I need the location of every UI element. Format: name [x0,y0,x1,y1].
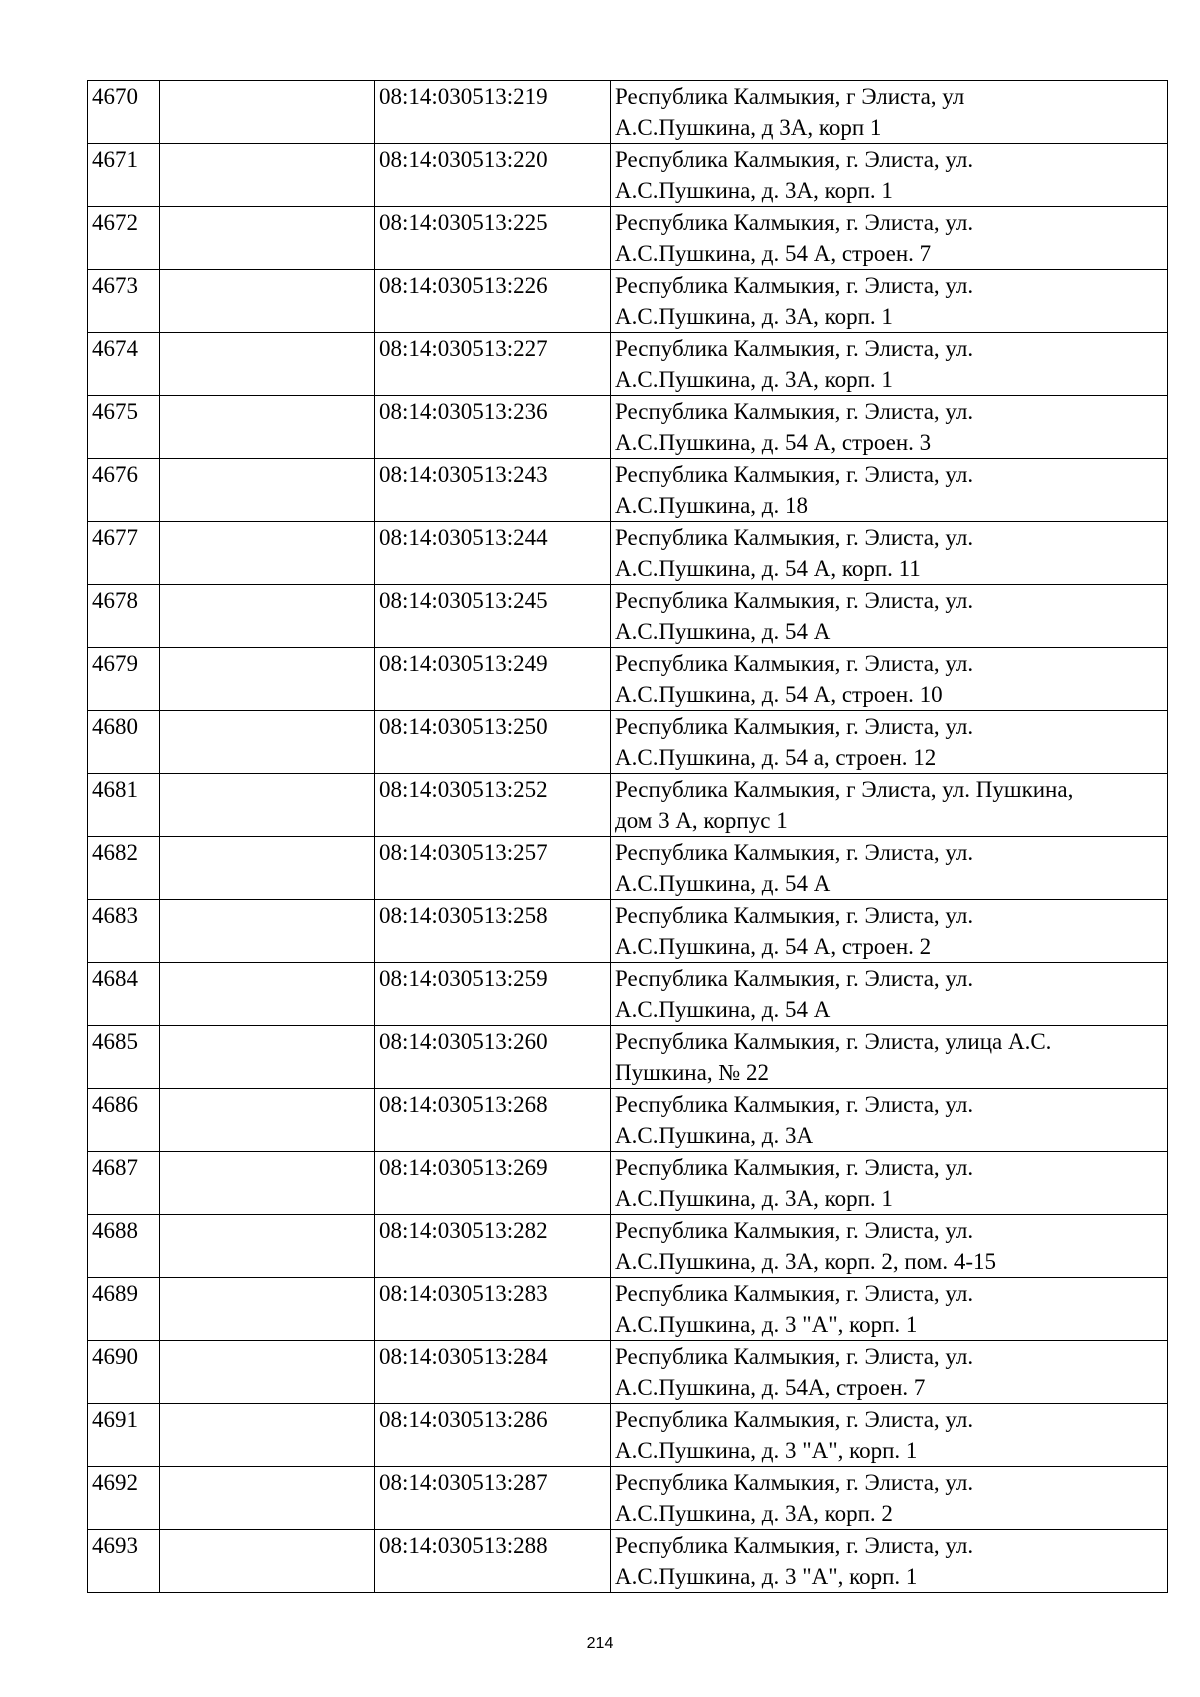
row-number-cell: 4682 [88,837,160,900]
address-cell [611,1026,1168,1089]
address-line: Республика Калмыкия, г. Элиста, ул. [615,147,974,172]
address-line: А.С.Пушкина, д. 54 А, строен. 2 [615,934,932,959]
row-number-cell: 4673 [88,270,160,333]
cadastral-number-cell: 08:14:030513:286 [375,1404,611,1467]
address-line: Республика Калмыкия, г. Элиста, ул. [615,336,974,361]
address-cell [611,774,1168,837]
empty-cell [160,1530,375,1593]
empty-cell [160,648,375,711]
address-line: Республика Калмыкия, г. Элиста, ул. [615,1470,974,1495]
cadastral-number-cell: 08:14:030513:225 [375,207,611,270]
address-line: Республика Калмыкия, г. Элиста, ул. [615,1533,974,1558]
cadastral-number-cell: 08:14:030513:244 [375,522,611,585]
address-line: Республика Калмыкия, г. Элиста, ул. [615,903,974,928]
address-line: А.С.Пушкина, д. 54 А [615,997,831,1022]
table-row [88,1404,1168,1467]
cadastral-number-cell: 08:14:030513:288 [375,1530,611,1593]
property-table [87,80,1168,1593]
table-row [88,396,1168,459]
empty-cell [160,585,375,648]
address-cell [611,396,1168,459]
address-cell [611,1215,1168,1278]
row-number-cell: 4691 [88,1404,160,1467]
page-number: 214 [586,1635,614,1652]
address-line: Республика Калмыкия, г. Элиста, ул. [615,651,974,676]
cadastral-number-cell: 08:14:030513:227 [375,333,611,396]
row-number-cell: 4690 [88,1341,160,1404]
address-cell [611,270,1168,333]
empty-cell [160,1404,375,1467]
address-line: А.С.Пушкина, д. 54 А, строен. 3 [615,430,932,455]
row-number-cell: 4672 [88,207,160,270]
row-number-cell: 4680 [88,711,160,774]
cadastral-number-cell: 08:14:030513:249 [375,648,611,711]
cadastral-number-cell: 08:14:030513:245 [375,585,611,648]
address-cell [611,144,1168,207]
address-line: А.С.Пушкина, д. 54 а, строен. 12 [615,745,937,770]
row-number-cell: 4675 [88,396,160,459]
address-line: Республика Калмыкия, г. Элиста, ул. [615,1218,974,1243]
table-row [88,1152,1168,1215]
cadastral-number-cell: 08:14:030513:220 [375,144,611,207]
row-number-cell: 4688 [88,1215,160,1278]
address-line: А.С.Пушкина, д. 3А [615,1123,814,1148]
table-row [88,1530,1168,1593]
address-line: Республика Калмыкия, г. Элиста, ул. [615,210,974,235]
address-cell [611,81,1168,144]
address-line: Республика Калмыкия, г. Элиста, ул. [615,1344,974,1369]
table-row [88,963,1168,1026]
table-row [88,900,1168,963]
address-line: А.С.Пушкина, д. 54 А, корп. 11 [615,556,921,581]
empty-cell [160,1215,375,1278]
empty-cell [160,1341,375,1404]
table-row [88,522,1168,585]
table-row [88,1089,1168,1152]
table-row [88,1341,1168,1404]
table-row [88,648,1168,711]
address-line: Республика Калмыкия, г. Элиста, ул. [615,714,974,739]
empty-cell [160,144,375,207]
address-line: дом 3 А, корпус 1 [615,808,788,833]
table-row [88,270,1168,333]
address-line: А.С.Пушкина, д. 54 А, строен. 10 [615,682,943,707]
address-line: А.С.Пушкина, д. 54А, строен. 7 [615,1375,926,1400]
table-body [88,81,1168,1593]
address-cell [611,711,1168,774]
cadastral-number-cell: 08:14:030513:226 [375,270,611,333]
address-line: А.С.Пушкина, д. 54 А [615,871,831,896]
row-number-cell: 4671 [88,144,160,207]
address-cell [611,522,1168,585]
row-number-cell: 4670 [88,81,160,144]
row-number-cell: 4687 [88,1152,160,1215]
empty-cell [160,1089,375,1152]
row-number-cell: 4683 [88,900,160,963]
address-line: Республика Калмыкия, г. Элиста, ул. [615,1092,974,1117]
table-row [88,1467,1168,1530]
address-line: Республика Калмыкия, г. Элиста, ул. [615,525,974,550]
empty-cell [160,1467,375,1530]
row-number-cell: 4677 [88,522,160,585]
address-line: Республика Калмыкия, г. Элиста, ул. [615,1407,974,1432]
address-line: А.С.Пушкина, д. 54 А [615,619,831,644]
table-row [88,585,1168,648]
address-line: Республика Калмыкия, г. Элиста, ул. [615,966,974,991]
address-line: А.С.Пушкина, д. 3А, корп. 1 [615,1186,893,1211]
address-line: Республика Калмыкия, г. Элиста, ул. [615,273,974,298]
cadastral-number-cell: 08:14:030513:259 [375,963,611,1026]
row-number-cell: 4692 [88,1467,160,1530]
address-cell [611,1089,1168,1152]
empty-cell [160,270,375,333]
empty-cell [160,711,375,774]
empty-cell [160,333,375,396]
address-line: Республика Калмыкия, г Элиста, ул. Пушкина, [615,777,1074,802]
address-cell [611,585,1168,648]
address-cell [611,1530,1168,1593]
address-cell [611,1467,1168,1530]
empty-cell [160,522,375,585]
address-line: Республика Калмыкия, г. Элиста, ул. [615,840,974,865]
address-line: А.С.Пушкина, д. 18 [615,493,808,518]
address-cell [611,1404,1168,1467]
address-line: А.С.Пушкина, д. 3А, корп. 1 [615,178,893,203]
cadastral-number-cell: 08:14:030513:219 [375,81,611,144]
address-line: А.С.Пушкина, д. 54 А, строен. 7 [615,241,932,266]
cadastral-number-cell: 08:14:030513:250 [375,711,611,774]
cadastral-number-cell: 08:14:030513:257 [375,837,611,900]
address-line: Республика Калмыкия, г. Элиста, ул. [615,1281,974,1306]
empty-cell [160,900,375,963]
address-line: Республика Калмыкия, г. Элиста, ул. [615,588,974,613]
cadastral-number-cell: 08:14:030513:269 [375,1152,611,1215]
cadastral-number-cell: 08:14:030513:287 [375,1467,611,1530]
address-cell [611,837,1168,900]
address-line: А.С.Пушкина, д. 3 "А", корп. 1 [615,1564,918,1589]
empty-cell [160,1026,375,1089]
row-number-cell: 4676 [88,459,160,522]
cadastral-number-cell: 08:14:030513:268 [375,1089,611,1152]
address-cell [611,900,1168,963]
address-line: А.С.Пушкина, д. 3 "А", корп. 1 [615,1312,918,1337]
cadastral-number-cell: 08:14:030513:252 [375,774,611,837]
row-number-cell: 4685 [88,1026,160,1089]
address-line: Республика Калмыкия, г. Элиста, ул. [615,1155,974,1180]
empty-cell [160,207,375,270]
address-line: Республика Калмыкия, г Элиста, ул [615,84,965,109]
empty-cell [160,963,375,1026]
cadastral-number-cell: 08:14:030513:282 [375,1215,611,1278]
cadastral-number-cell: 08:14:030513:260 [375,1026,611,1089]
table-row [88,144,1168,207]
address-cell [611,207,1168,270]
address-line: А.С.Пушкина, д. 3А, корп. 1 [615,367,893,392]
empty-cell [160,459,375,522]
address-cell [611,963,1168,1026]
table-row [88,774,1168,837]
empty-cell [160,837,375,900]
address-line: Пушкина, № 22 [615,1060,770,1085]
address-cell [611,1278,1168,1341]
table-row [88,333,1168,396]
cadastral-number-cell: 08:14:030513:236 [375,396,611,459]
table-row [88,81,1168,144]
row-number-cell: 4689 [88,1278,160,1341]
empty-cell [160,81,375,144]
address-line: Республика Калмыкия, г. Элиста, ул. [615,462,974,487]
address-cell [611,1341,1168,1404]
address-line: А.С.Пушкина, д 3А, корп 1 [615,115,882,140]
table-row [88,1278,1168,1341]
row-number-cell: 4681 [88,774,160,837]
address-line: А.С.Пушкина, д. 3 "А", корп. 1 [615,1438,918,1463]
table-row [88,1026,1168,1089]
row-number-cell: 4678 [88,585,160,648]
row-number-cell: 4686 [88,1089,160,1152]
table-row [88,837,1168,900]
address-cell [611,648,1168,711]
table-row [88,459,1168,522]
table-row [88,207,1168,270]
cadastral-number-cell: 08:14:030513:243 [375,459,611,522]
cadastral-number-cell: 08:14:030513:283 [375,1278,611,1341]
row-number-cell: 4684 [88,963,160,1026]
address-line: Республика Калмыкия, г. Элиста, улица А.С. [615,1029,1052,1054]
address-line: А.С.Пушкина, д. 3А, корп. 2, пом. 4-15 [615,1249,996,1274]
table-row [88,711,1168,774]
empty-cell [160,1278,375,1341]
row-number-cell: 4693 [88,1530,160,1593]
address-line: Республика Калмыкия, г. Элиста, ул. [615,399,974,424]
address-line: А.С.Пушкина, д. 3А, корп. 1 [615,304,893,329]
row-number-cell: 4674 [88,333,160,396]
cadastral-number-cell: 08:14:030513:284 [375,1341,611,1404]
row-number-cell: 4679 [88,648,160,711]
empty-cell [160,396,375,459]
table-row [88,1215,1168,1278]
address-line: А.С.Пушкина, д. 3А, корп. 2 [615,1501,893,1526]
address-cell [611,1152,1168,1215]
empty-cell [160,774,375,837]
empty-cell [160,1152,375,1215]
address-cell [611,459,1168,522]
cadastral-number-cell: 08:14:030513:258 [375,900,611,963]
address-cell [611,333,1168,396]
